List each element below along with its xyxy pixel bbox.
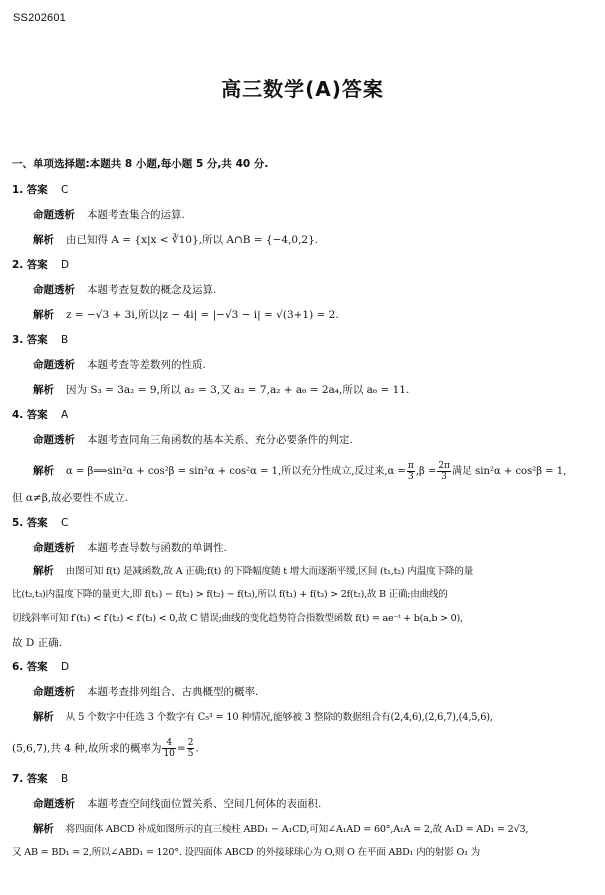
analysis-label: 命题透析 bbox=[33, 434, 75, 446]
answer-label: 答案 bbox=[26, 184, 48, 196]
solution-text: 由图可知 f(t) 是减函数,故 A 正确;f(t) 的下降幅度随 t 增大而逐渐平缓,区间 (t₁,t₂) 内温度下降的量 bbox=[65, 566, 474, 577]
solution-text: α = β⟹sin²α + cos²β = sin²α + cos²α = 1,所以充分性成立,反过来,α = bbox=[66, 466, 406, 477]
page-title: 高三数学(A)答案 bbox=[221, 77, 384, 101]
fraction-numerator: 2 bbox=[187, 738, 194, 748]
solution-label: 解析 bbox=[33, 234, 54, 246]
question-number: 3. bbox=[12, 334, 24, 346]
question-number: 2. bbox=[12, 259, 24, 271]
solution-text-tail: 满足 sin²α + cos²β = 1, bbox=[452, 466, 567, 477]
fraction-denominator: 10 bbox=[163, 749, 175, 759]
question-7-header bbox=[12, 772, 68, 786]
solution-label: 解析 bbox=[33, 465, 54, 477]
question-number: 7. bbox=[12, 773, 24, 785]
analysis-text: 本题考查导数与函数的单调性. bbox=[87, 542, 227, 554]
question-1-header bbox=[12, 183, 68, 197]
analysis-label: 命题透析 bbox=[33, 284, 75, 296]
question-number: 5. bbox=[12, 517, 24, 529]
question-7-solution-line-2: 又 AB = BD₁ = 2,所以∠ABD₁ = 120°. 设四面体 ABCD 的外接球球心为 O,则 O 在平面 ABD₁ 内的射影 O₁ 为 bbox=[12, 847, 481, 858]
question-5-solution-line-2: 比(t₂,t₃)内温度下降的量更大,即 f(t₁) − f(t₂) > f(t₂) − f(t₃),所以 f(t₁) + f(t₃) > 2f(t₂),故 B 正确;由曲线的 bbox=[12, 589, 448, 600]
answer-choice: C bbox=[60, 184, 69, 196]
question-6-solution-continued bbox=[12, 738, 199, 759]
question-number: 6. bbox=[12, 661, 24, 673]
answer-choice: D bbox=[60, 259, 70, 271]
answer-choice: C bbox=[60, 517, 69, 529]
question-6-header bbox=[12, 660, 69, 674]
question-7-analysis bbox=[33, 797, 321, 811]
fraction-denominator: 3 bbox=[407, 472, 414, 482]
question-5-solution bbox=[33, 564, 473, 579]
question-7-solution bbox=[33, 822, 528, 837]
question-3-solution bbox=[33, 383, 409, 397]
analysis-text: 本题考查排列组合、古典概型的概率. bbox=[87, 686, 259, 698]
question-4-solution-continued: 但 α≠β,故必要性不成立. bbox=[12, 492, 128, 504]
solution-text: 将四面体 ABCD 补成如图所示的直三棱柱 ABD₁ − A₁CD,可知∠A₁AD = 60°,A₁A = 2,故 A₁D = AD₁ = 2√3, bbox=[65, 824, 529, 835]
question-3-header bbox=[12, 333, 68, 347]
solution-text: z = −√3 + 3i,所以|z − 4i| = |−√3 − i| = √(3+1) = 2. bbox=[66, 309, 339, 321]
analysis-text: 本题考查同角三角函数的基本关系、充分必要条件的判定. bbox=[87, 434, 353, 446]
answer-choice: A bbox=[60, 409, 69, 421]
analysis-label: 命题透析 bbox=[33, 209, 75, 221]
answer-choice: B bbox=[60, 773, 69, 785]
answer-label: 答案 bbox=[26, 773, 48, 785]
fraction bbox=[437, 461, 451, 482]
solution-label: 解析 bbox=[33, 384, 54, 396]
solution-label: 解析 bbox=[33, 711, 54, 723]
analysis-label: 命题透析 bbox=[33, 686, 75, 698]
fraction-numerator: 2π bbox=[438, 461, 450, 471]
question-2-analysis bbox=[33, 283, 216, 297]
answer-choice: D bbox=[60, 661, 70, 673]
answer-label: 答案 bbox=[26, 334, 48, 346]
question-4-header bbox=[12, 408, 68, 422]
question-4-solution bbox=[33, 461, 566, 482]
fraction-numerator: 4 bbox=[162, 738, 175, 749]
answer-label: 答案 bbox=[26, 259, 48, 271]
question-5-solution-line-4: 故 D 正确. bbox=[12, 637, 62, 649]
fraction bbox=[407, 461, 415, 482]
answer-label: 答案 bbox=[26, 409, 48, 421]
fraction-numerator: π bbox=[407, 461, 414, 471]
solution-label: 解析 bbox=[33, 565, 54, 577]
solution-text: 从 5 个数字中任选 3 个数字有 C₅³ = 10 种情况,能够被 3 整除的数据组合有(2,4,6),(2,6,7),(4,5,6), bbox=[65, 712, 493, 723]
question-6-analysis bbox=[33, 685, 258, 699]
solution-text: 因为 S₃ = 3a₂ = 9,所以 a₂ = 3,又 a₂ = 7,a₂ + a₆ = 2a₄,所以 a₆ = 11. bbox=[66, 384, 410, 396]
answer-choice: B bbox=[60, 334, 69, 346]
solution-text: 由已知得 A = {x|x < ∛10},所以 A∩B = {−4,0,2}. bbox=[66, 234, 319, 246]
question-1-solution bbox=[33, 233, 318, 247]
answer-label: 答案 bbox=[26, 661, 48, 673]
solution-text-mid: ,β = bbox=[415, 466, 437, 477]
fraction bbox=[187, 738, 195, 759]
analysis-label: 命题透析 bbox=[33, 542, 75, 554]
question-4-analysis bbox=[33, 433, 353, 447]
question-5-solution-line-3: 切线斜率可知 f′(t₁) < f′(t₂) < f′(t₃) < 0,故 C 错误;曲线的变化趋势符合指数型函数 f(t) = ae⁻ᵗ + b(a,b > 0), bbox=[12, 613, 463, 624]
fraction bbox=[162, 738, 175, 759]
document-code: SS202601 bbox=[13, 12, 66, 24]
question-number: 1. bbox=[12, 184, 24, 196]
question-2-header bbox=[12, 258, 69, 272]
analysis-label: 命题透析 bbox=[33, 359, 75, 371]
analysis-label: 命题透析 bbox=[33, 798, 75, 810]
question-6-solution bbox=[33, 710, 493, 725]
question-number: 4. bbox=[12, 409, 24, 421]
question-5-analysis bbox=[33, 541, 227, 555]
section-heading: 一、单项选择题:本题共 8 小题,每小题 5 分,共 40 分. bbox=[12, 158, 269, 170]
equals-sign: = bbox=[176, 742, 186, 755]
solution-label: 解析 bbox=[33, 823, 54, 835]
question-3-analysis bbox=[33, 358, 206, 372]
fraction-denominator: 3 bbox=[441, 472, 448, 482]
question-5-header bbox=[12, 516, 68, 530]
answer-label: 答案 bbox=[26, 517, 48, 529]
analysis-text: 本题考查等差数列的性质. bbox=[87, 359, 206, 371]
analysis-text: 本题考查空间线面位置关系、空间几何体的表面积. bbox=[87, 798, 322, 810]
analysis-text: 本题考查集合的运算. bbox=[87, 209, 185, 221]
question-1-analysis bbox=[33, 208, 185, 222]
solution-text: (5,6,7),共 4 种,故所求的概率为 bbox=[12, 742, 162, 755]
fraction-denominator: 5 bbox=[187, 749, 194, 759]
analysis-text: 本题考查复数的概念及运算. bbox=[87, 284, 217, 296]
period: . bbox=[195, 742, 199, 755]
solution-label: 解析 bbox=[33, 309, 54, 321]
question-2-solution bbox=[33, 308, 339, 322]
